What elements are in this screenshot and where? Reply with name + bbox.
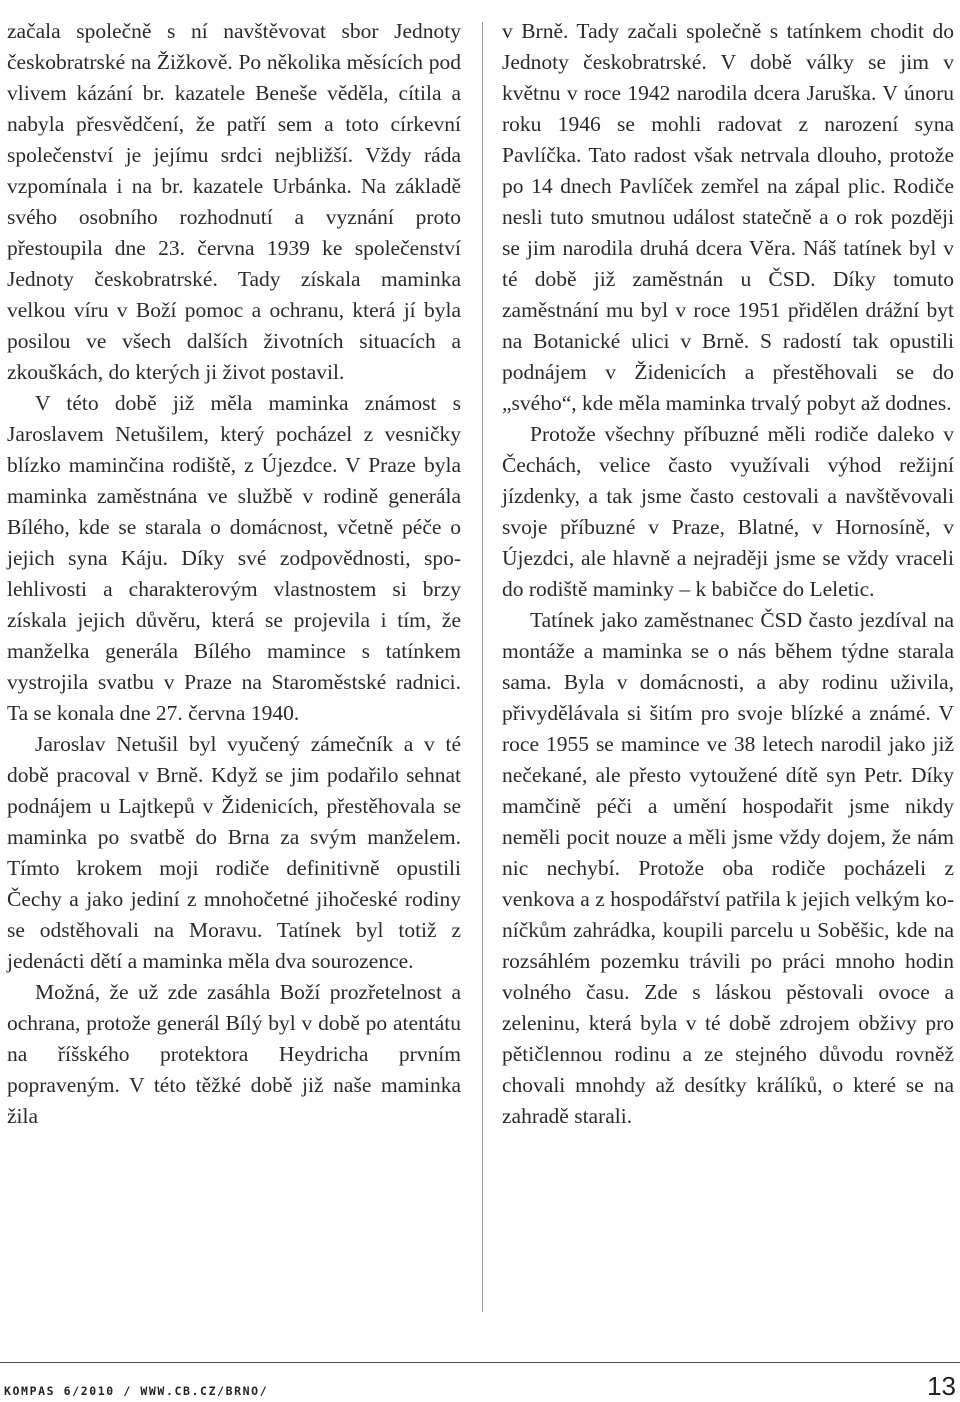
column-divider <box>482 22 483 1312</box>
paragraph: v Brně. Tady začali společně s tatínkem chodit do Jednoty českobratrské. V době války se jim v květnu v roce 1942 narodila dcera Jaruška. V únoru roku 1946 se mohli radovat z narození syna Pavlíčka. Tato radost však netrvala dlouho, protože po 14 dnech Pavlíček zemřel na zápal plic. Rodiče nesli tuto smutnou událost statečně a o rok později se jim narodila druhá dcera Věra. Náš tatínek byl v té době již zaměstnán u ČSD. Díky tomuto zaměstnání mu byl v roce 1951 přidělen drážní byt na Botanické ulici v Brně. S radostí tak opustili podnájem v Židenicích a přestěhovali se do „svého“, kde měla maminka trvalý pobyt až dodnes. <box>502 19 954 415</box>
paragraph: Možná, že už zde zasáhla Boží prozřetelnost a ochrana, protože generál Bílý byl v době po atentátu na říšského protektora Heydricha prvním popraveným. V této těžké době již naše maminka žila <box>7 980 461 1128</box>
footer-publication: KOMPAS 6/2010 / WWW.CB.CZ/BRNO/ <box>4 1384 269 1398</box>
footer-divider <box>0 1362 960 1363</box>
paragraph: V této době již měla maminka známost s Jaroslavem Netušilem, který pocházel z vesničky blízko maminčina rodiště, z Újezdce. V Praze byla maminka zaměstnána ve službě v rodině generála Bílého, kde se starala o domácnost, včetně péče o jejich syna Káju. Díky své zodpovědnosti, spolehlivosti a charakterovým vlastnostem si brzy získala jejich důvěru, která se projevila i tím, že manželka generála Bílého mamince s tatínkem vystrojila svatbu v Praze na Staroměstské radnici. Ta se konala dne 27. června 1940. <box>7 391 461 725</box>
paragraph: začala společně s ní navštěvovat sbor Jednoty českobratrské na Žižkově. Po několika měsících pod vlivem kázání br. kazatele Beneše věděla, cítila a nabyla přesvědčení, že patří sem a toto církevní společenství je jejímu srdci nejbližší. Vždy ráda vzpomínala i na br. kazatele Urbánka. Na základě svého osobního rozhodnutí a vyznání proto přestoupila dne 23. června 1939 ke společenství Jednoty českobratrské. Tady získala maminka velkou víru v Boží pomoc a ochranu, která jí byla posilou ve všech dalších životních situacích a zkouškách, do kterých ji život postavil. <box>7 19 461 384</box>
right-text-column <box>502 16 954 1132</box>
paragraph: Protože všechny příbuzné měli rodiče daleko v Čechách, velice často využívali výhod režijní jízdenky, a tak jsme často cestovali a navštěvovali svoje příbuzné v Praze, Blatné, v Hornosíně, v Újezdci, ale hlavně a nejraději jsme se vždy vraceli do rodiště maminky – k babičce do Leletic. <box>502 422 954 601</box>
paragraph: Jaroslav Netušil byl vyučený zámečník a v té době pracoval v Brně. Když se jim podařilo sehnat podnájem u Lajtkepů v Židenicích, přestěhovala se maminka po svatbě do Brna za svým manželem. Tímto krokem moji rodiče definitivně opustili Čechy a jako jediní z mnohočetné jihočeské rodiny se odstěhovali na Moravu. Tatínek byl totiž z jedenácti dětí a maminka měla dva sourozence. <box>7 732 461 973</box>
left-text-column <box>7 16 461 1132</box>
paragraph: Tatínek jako zaměstnanec ČSD často jezdíval na montáže a maminka se o nás během týdne starala sama. Byla v domácnosti, a aby rodinu uživila, přivydělávala si šitím pro svoje blízké a známé. V roce 1955 se mamince ve 38 letech narodil jako již nečekané, ale přesto vytoužené dítě syn Petr. Díky mamčině péči a umění hospodařit jsme nikdy neměli pocit nouze a měli jsme vždy dojem, že nám nic nechybí. Protože oba rodiče pocházeli z venkova a z hospodářství patřila k jejich velkým koníčkům zahrádka, koupili parcelu u Soběšic, kde na rozsáhlém pozemku trávili po práci mnoho hodin volného času. Zde s láskou pěstovali ovoce a zeleninu, která byla v té době zdrojem obživy pro pětičlennou rodinu a ze stejného důvodu rovněž chovali mnohdy až desítky králíků, o které se na zahradě starali. <box>502 608 954 1128</box>
page-number: 13 <box>927 1371 956 1401</box>
